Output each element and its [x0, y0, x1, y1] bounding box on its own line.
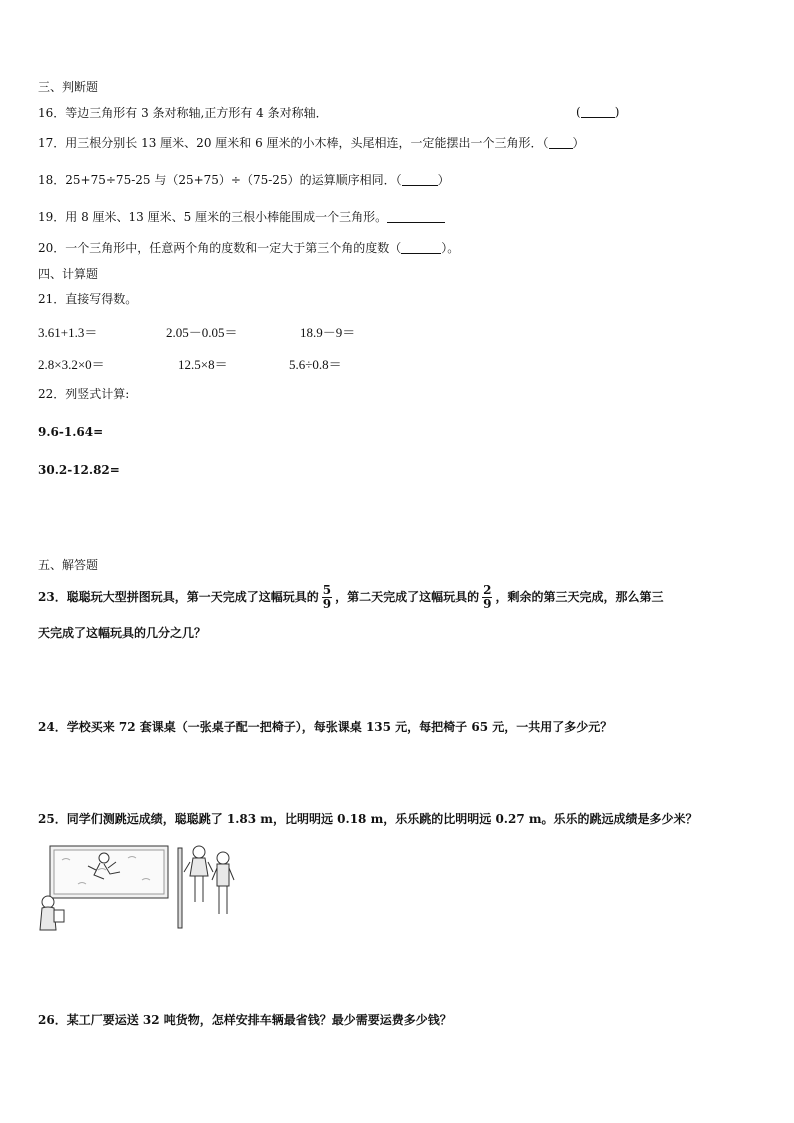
question-23-line2: 天完成了这幅玩具的几分之几？ [38, 626, 207, 640]
question-text: 一个三角形中，任意两个角的度数和一定大于第三个角的度数（ [65, 241, 402, 255]
question-17: 17．用三根分别长 13 厘米、20 厘米和 6 厘米的小木棒，头尾相连，一定能摆出一个三角形．（ ） [38, 136, 585, 150]
question-text: 某工厂要运送 32 吨货物，怎样安排车辆最省钱？最少需要运费多少钱？ [66, 1013, 452, 1027]
question-23: 23．聪聪玩大型拼图玩具，第一天完成了这幅玩具的 $\frac{5}{9}$ ，第二天完成了这幅玩具的 $\frac{2}{9}$ ，剩余的第三天完成，那么第三 [38, 583, 664, 611]
section-title-solutions: 五、解答题 [38, 558, 99, 572]
fraction-two-ninths: $\frac{2}{9}$ [483, 583, 492, 611]
question-text: 同学们测跳远成绩，聪聪跳了 1.83 m，比明明远 0.18 m，乐乐跳的比明明远 0.27 m。乐乐的跳远成绩是多少米？ [66, 812, 698, 826]
question-number: 17． [38, 136, 66, 150]
question-number: 25． [38, 812, 67, 826]
answer-blank[interactable] [387, 210, 445, 223]
question-text: 直接写得数。 [65, 292, 138, 306]
question-number: 26． [38, 1013, 67, 1027]
section-title-judgment: 三、判断题 [38, 80, 99, 94]
calc-item: 12.5×8＝ [178, 357, 228, 372]
calc-item: 3.61+1.3＝ [38, 325, 98, 340]
section-title-calculation: 四、计算题 [38, 267, 99, 281]
question-text: 25+75÷75-25 与（25+75）÷（75-25）的运算顺序相同． [65, 173, 396, 187]
question-number: 19． [38, 210, 66, 224]
question-25 [38, 811, 698, 827]
question-text: 学校买来 72 套课桌（一张桌子配一把椅子），每张课桌 135 元，每把椅子 65 元，一共用了多少元？ [66, 720, 613, 734]
question-text: 用三根分别长 13 厘米、20 厘米和 6 厘米的小木棒，头尾相连，一定能摆出一个三角形． [65, 136, 543, 150]
question-text: 列竖式计算: [65, 387, 130, 401]
question-text: 用 8 厘米、13 厘米、5 厘米的三根小棒能围成一个三角形。 [65, 210, 388, 224]
vertical-calc-item: 9.6-1.64= [38, 425, 104, 439]
question-16 [38, 105, 328, 121]
question-number: 22． [38, 387, 66, 401]
question-number: 16． [38, 106, 66, 120]
question-24 [38, 719, 612, 735]
question-number: 23． [38, 590, 67, 604]
answer-bracket-16[interactable]: ( ) [576, 105, 620, 119]
calc-item: 5.6÷0.8＝ [289, 357, 342, 372]
question-number: 20． [38, 241, 66, 255]
question-text: 等边三角形有 3 条对称轴,正方形有 4 条对称轴． [65, 106, 328, 120]
vertical-calc-item: 30.2-12.82= [38, 463, 120, 477]
question-20: 20．一个三角形中，任意两个角的度数和一定大于第三个角的度数（ ）。 [38, 241, 460, 255]
question-number: 24． [38, 720, 67, 734]
calc-item: 2.8×3.2×0＝ [38, 357, 105, 372]
question-22 [38, 386, 129, 402]
question-26 [38, 1012, 452, 1028]
question-21 [38, 291, 137, 307]
answer-blank[interactable] [581, 105, 615, 118]
question-number: 18． [38, 173, 66, 187]
answer-blank[interactable] [402, 173, 438, 186]
answer-blank[interactable] [401, 241, 441, 254]
fraction-five-ninths: $\frac{5}{9}$ [322, 583, 332, 611]
answer-blank[interactable] [549, 136, 573, 149]
calc-item: 18.9－9＝ [300, 325, 356, 340]
long-jump-illustration [38, 840, 248, 932]
question-18: 18．25+75÷75-25 与（25+75）÷（75-25）的运算顺序相同．（ ） [38, 173, 450, 187]
question-number: 21． [38, 292, 66, 306]
calc-item: 2.05－0.05＝ [166, 325, 238, 340]
question-19 [38, 209, 445, 225]
